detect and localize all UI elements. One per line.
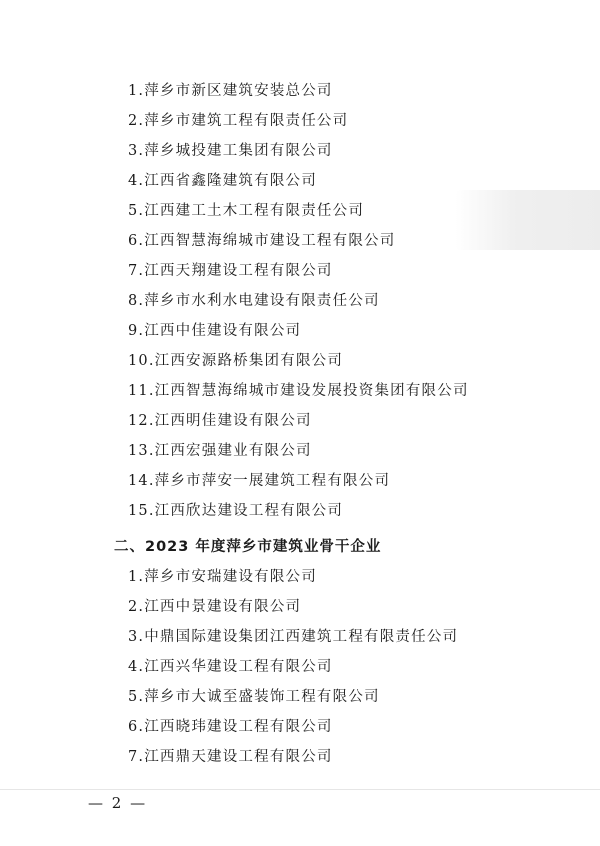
list-item: 12.江西明佳建设有限公司 <box>128 413 312 429</box>
list-item: 4.江西省鑫隆建筑有限公司 <box>128 173 317 189</box>
list-item: 5.萍乡市大诚至盛装饰工程有限公司 <box>128 689 380 705</box>
list-item: 5.江西建工土木工程有限责任公司 <box>128 203 365 219</box>
page-number: — 2 — <box>88 794 148 812</box>
list-item: 15.江西欣达建设工程有限公司 <box>128 503 344 519</box>
list-item: 2.江西中景建设有限公司 <box>128 599 302 615</box>
list-item: 6.江西智慧海绵城市建设工程有限公司 <box>128 233 396 249</box>
company-list-2 <box>128 562 598 772</box>
footer-divider <box>0 789 600 790</box>
list-item: 1.萍乡市安瑞建设有限公司 <box>128 569 317 585</box>
list-item: 13.江西宏强建业有限公司 <box>128 443 312 459</box>
list-item: 2.萍乡市建筑工程有限责任公司 <box>128 113 349 129</box>
list-item: 1.萍乡市新区建筑安装总公司 <box>128 83 333 99</box>
list-item: 14.萍乡市萍安一展建筑工程有限公司 <box>128 473 391 489</box>
list-item: 9.江西中佳建设有限公司 <box>128 323 302 339</box>
list-item: 11.江西智慧海绵城市建设发展投资集团有限公司 <box>128 383 469 399</box>
list-item: 7.江西鼎天建设工程有限公司 <box>128 749 333 765</box>
company-list-1 <box>128 76 598 526</box>
list-item: 3.萍乡城投建工集团有限公司 <box>128 143 333 159</box>
list-item: 6.江西晓玮建设工程有限公司 <box>128 719 333 735</box>
list-item: 7.江西天翔建设工程有限公司 <box>128 263 333 279</box>
list-item: 8.萍乡市水利水电建设有限责任公司 <box>128 293 380 309</box>
section-heading: 二、2023 年度萍乡市建筑业骨干企业 <box>114 539 382 555</box>
list-item: 10.江西安源路桥集团有限公司 <box>128 353 344 369</box>
list-item: 3.中鼎国际建设集团江西建筑工程有限责任公司 <box>128 629 459 645</box>
list-item: 4.江西兴华建设工程有限公司 <box>128 659 333 675</box>
